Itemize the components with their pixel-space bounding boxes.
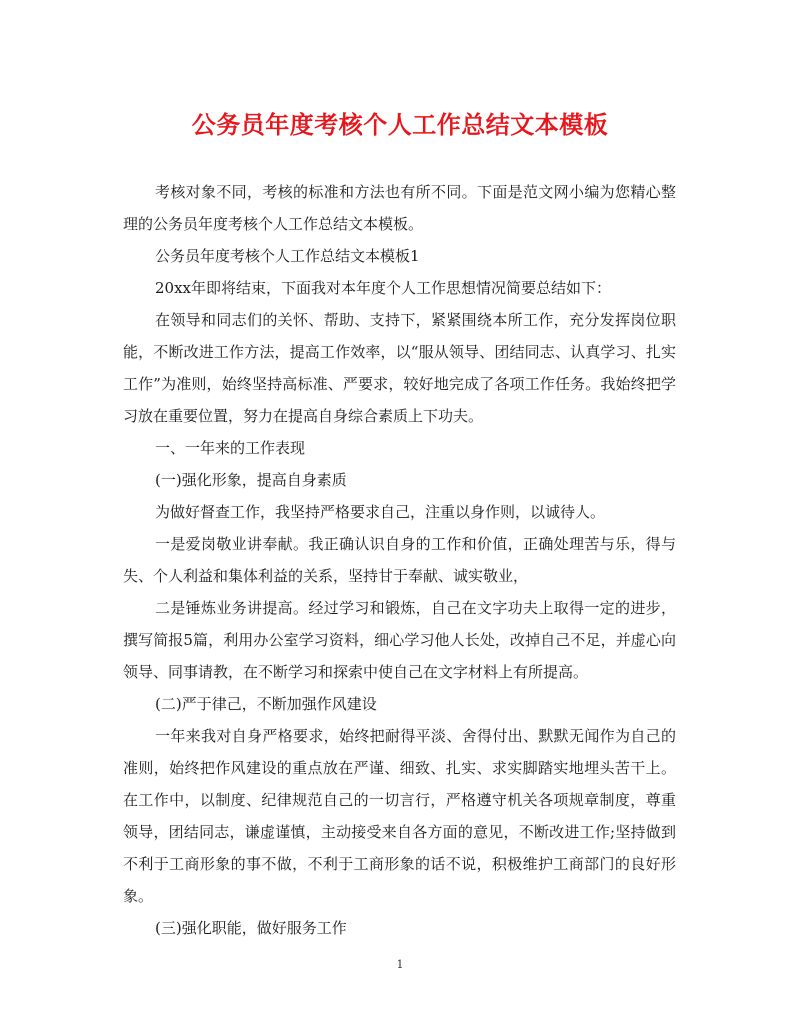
body-paragraph: 一年来我对自身严格要求，始终把耐得平淡、舍得付出、默默无闻作为自己的准则，始终把作风建设的重点放在严谨、细致、扎实、求实脚踏实地埋头苦干上。在工作中，以制度、纪律规范自己的一切言行，严格遵守机关各项规章制度，尊重领导，团结同志，谦虚谨慎，主动接受来自各方面的意见，不断改进工作;坚持做到不利于工商形象的事不做，不利于工商形象的话不说，积极维护工商部门的良好形象。 [123,727,676,905]
body-paragraph: 20xx年即将结束，下面我对本年度个人工作思想情况简要总结如下： [155,279,612,297]
body-paragraph: 一是爱岗敬业讲奉献。我正确认识自身的工作和价值，正确处理苦与乐，得与失、个人利益和集体利益的关系，坚持甘于奉献、诚实敬业， [123,535,676,585]
intro-paragraph: 考核对象不同，考核的标准和方法也有所不同。下面是范文网小编为您精心整理的公务员年度考核个人工作总结文本模板。 [123,183,676,233]
subsection-heading: (二)严于律己，不断加强作风建设 [155,695,377,713]
document-title: 公务员年度考核个人工作总结文本模板 [191,110,609,139]
subsection-heading: (三)强化职能，做好服务工作 [155,919,347,937]
document-body [123,176,676,944]
subsection-heading: (一)强化形象，提高自身素质 [155,471,347,489]
body-paragraph: 为做好督查工作，我坚持严格要求自己，注重以身作则，以诚待人。 [155,503,606,521]
page-number: 1 [396,958,404,971]
section-heading-template-1: 公务员年度考核个人工作总结文本模板1 [155,247,420,265]
body-paragraph: 二是锤炼业务讲提高。经过学习和锻炼，自己在文字功夫上取得一定的进步，撰写简报5篇，利用办公室学习资料，细心学习他人长处，改掉自己不足，并虚心向领导、同事请教，在不断学习和探索中使自己在文字材料上有所提高。 [123,599,676,681]
body-paragraph: 在领导和同志们的关怀、帮助、支持下，紧紧围绕本所工作，充分发挥岗位职能，不断改进工作方法，提高工作效率，以“服从领导、团结同志、认真学习、扎实工作”为准则，始终坚持高标准、严要求，较好地完成了各项工作任务。我始终把学习放在重要位置，努力在提高自身综合素质上下功夫。 [123,311,676,425]
section-heading: 一、一年来的工作表现 [155,439,306,457]
